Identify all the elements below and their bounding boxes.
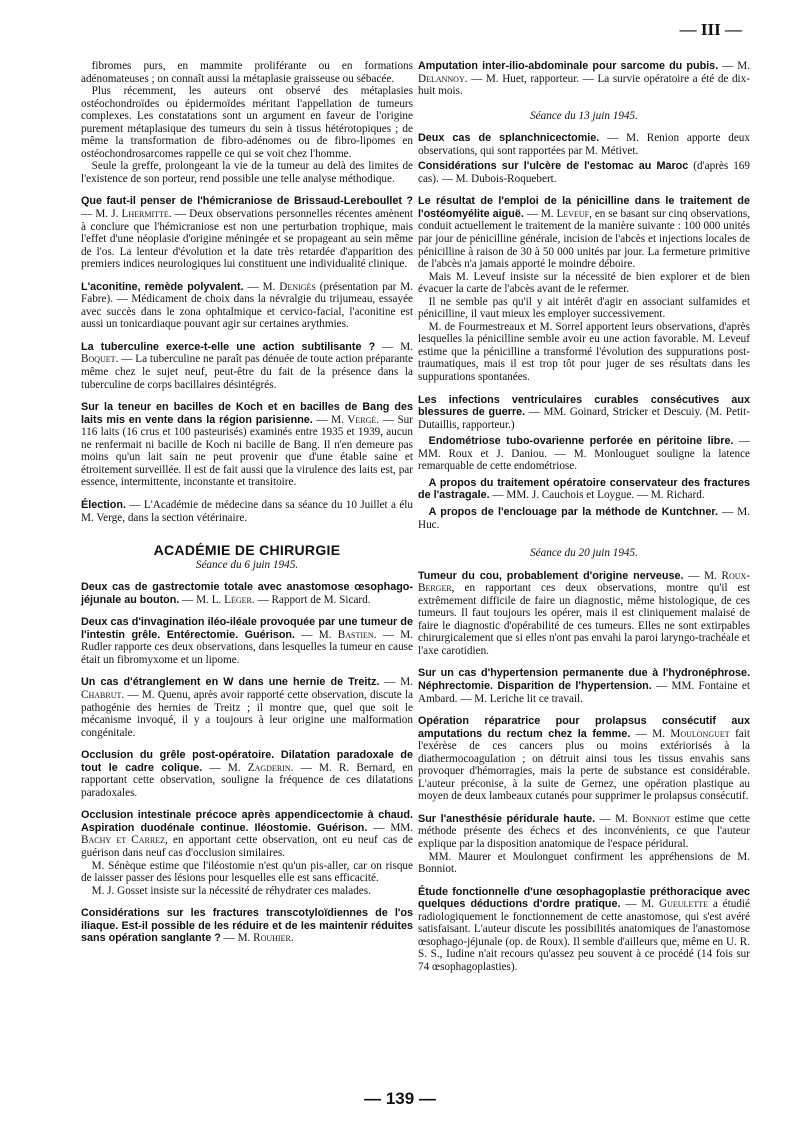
article-title: Occlusion du grêle post-opératoire. Dilatation paradoxale de tout le cadre colique. <box>81 749 413 774</box>
article: Sur la teneur en bacilles de Koch et en bacilles de Bang des laits mis en vente dans la région parisienne. — M. Vergé. — Sur 116 laits (16 crus et 100 pasteurisés) examinés entre 1935 et 1939, aucun ne renfermait ni bacille de Koch ni bacille de Bang. Il n'en demeure pas moins qu'un lait sain ne peut provenir que d'une étable saine et étroitement surveillée. Il est de fait aussi que la virulence des laits est, par essence, intermittente, inconstante et transitoire. <box>81 401 413 489</box>
article: Étude fonctionnelle d'une œsophagoplastie préthoracique avec quelques déductions d'ordre pratique. — M. Gueulette a étudié radiologiquement le fonctionnement de cette anastomose, qui s'est avéré satisfaisant. L'auteur discute les possibilités anatomiques de l'anastomose œsophago-jéjunale (op. de Roux). Il semble d'ailleurs que, même en U. R. S. S., Iudine n'ait recours qu'assez peu souvent à ce procédé (14 fois sur 74 œsophagoplasties). <box>418 885 750 973</box>
article: Tumeur du cou, probablement d'origine nerveuse. — M. Roux-Berger, en rapportant ces deux observations, montre qu'il est extrêmement difficile de faire un diagnostic, même histologique, de ces tumeurs. Il faut toujours les opérer, mais il est cliniquement malaisé de faire le diagnostic d'opérabilité de ces tumeurs. Elles ne sont extirpables chirurgicalement que si elles n'ont pas envahi la paroi laryngo-trachéale et l'axe carotidien. <box>418 569 751 657</box>
article-title: Considérations sur les fractures transcotyloïdiennes de l'os iliaque. Est-il possible de les réduire et de les maintenir réduites sans opération sanglante ? <box>81 907 413 945</box>
session-date: Séance du 13 juin 1945. <box>530 109 638 122</box>
article-text: M. R. Bernard, en rapportant cette observation, souligne la fréquence de ces dilatations paradoxales. <box>81 761 413 799</box>
article-title: Endométriose tubo-ovarienne perforée en péritoine libre. <box>428 435 734 448</box>
article-title: Le résultat de l'emploi de la pénicilline dans le traitement de l'ostéomyélite aiguë. <box>418 195 750 220</box>
article-author: MM. Bachy et Carrez, <box>81 821 414 847</box>
article-text: fait l'exérèse de ces cancers plus ou moins extériorisés à la diathermocoagulation ; on détruit ainsi tous les tissus envahis sans provoquer d'hémorragies, mais la perte de substance est considérable. L'auteur préconise, à la suite de Gernez, une opération plastique au moyen de deux lambeaux cutanés pour supprimer le prolapsus consécutif. <box>418 727 750 803</box>
article-text: Deux observations personnelles récentes amènent à conclure que l'hémicraniose est non une perturbation trophique, mais l'effet d'une néoplasie d'origine méningée et se propageant au sein même de l'os. La lenteur d'évolution et la date très retardée d'apparition des premiers indices neurologiques lui constituent une individualité clinique. <box>81 208 413 271</box>
article-text: en apportant cette observation, ont eu neuf cas de guérison dans neuf cas d'occlusion similaires. <box>81 834 414 859</box>
paragraph: Seule la greffe, prolongeant la vie de la tumeur au delà des limites de l'existence de son porteur, rend possible une telle analyse méthodique. <box>81 160 413 185</box>
article-author: M. Vergé. <box>331 413 380 426</box>
article-title: A propos du traitement opératoire conservateur des fractures de l'astragale. <box>418 476 750 502</box>
article-text: en rapportant ces deux observations, montre qu'il est extrêmement difficile de faire un diagnostic, même histologique, de ces tumeurs. Il faut toujours les opérer, mais il est cliniquement malaisé de faire le diagnostic d'opérabilité de ces tumeurs. Elles ne sont extirpables chirurgicalement que si elles n'ont pas envahi la paroi laryngo-trachéale et l'axe carotidien. <box>418 582 751 657</box>
article: Occlusion intestinale précoce après appendicectomie à chaud. Aspiration duodénale continue. Iléostomie. Guérison. — MM. Bachy et Carrez, en apportant cette observation, ont eu neuf cas de guérison dans neuf cas d'occlusion similaires. <box>81 809 414 859</box>
article-author: M. Bastien. <box>318 628 377 641</box>
article: Opération réparatrice pour prolapsus consécutif aux amputations du rectum chez la femme. — M. Moulonguet fait l'exérèse de ces cancers plus ou moins extériorisés à la diathermocoagulation ; on détruit ainsi tous les tissus envahis sans provoquer d'hémorragies, mais la perte de substance est considérable. L'auteur préconise, à la suite de Gernez, une opération plastique au moyen de deux lambeaux cutanés pour supprimer le prolapsus consécutif. <box>418 715 750 803</box>
article-text: M. Huc. <box>418 505 750 531</box>
article: Sur un cas d'hypertension permanente due à l'hydronéphrose. Néphrectomie. Disparition de l'hypertension. — MM. Fontaine et Ambard. — M. Leriche lit ce travail. <box>418 667 750 705</box>
article-text: a étudié radiologiquement le fonctionnement de cette anastomose, qui s'est avéré satisfaisant. L'auteur discute les possibilités anatomiques de l'anastomose œsophago-jéjunale (op. de Roux). Il semble d'ailleurs que, même en U. R. S. S., Iudine n'ait recours qu'assez peu souvent à ce procédé (14 fois sur 74 œsophagoplasties). <box>418 898 750 973</box>
article-text: MM. Roux et J. Daniou. — M. Monlouguet souligne la latence remarquable de cette endométriose. <box>418 447 750 473</box>
article-title: A propos de l'enclouage par la méthode de Kuntchner. <box>428 505 718 518</box>
article-text: estime que cette méthode présente des échecs et des inconvénients, ce que l'auteur explique par la disposition anatomique de l'espace péridural. <box>418 812 751 850</box>
article-text: M. Quenu, après avoir rapporté cette observation, discute la pathogénie des hernies de Treitz ; il montre que, quel que soit le mécanisme invoqué, il y a toujours à leur origine une malformation congénitale. <box>81 688 413 739</box>
article-title: Sur la teneur en bacilles de Koch et en bacilles de Bang des laits mis en vente dans la région parisienne. <box>81 401 413 426</box>
article: Un cas d'étranglement en W dans une hernie de Treitz. — M. Chabrut. — M. Quenu, après avoir rapporté cette observation, discute la pathogénie des hernies de Treitz ; il montre que, quel que soit le mécanisme invoqué, il y a toujours à leur origine une malformation congénitale. <box>81 676 414 739</box>
article-text: Sur 116 laits (16 crus et 100 pasteurisés) examinés entre 1935 et 1939, aucun ne renfermait ni bacille de Koch ni bacille de Bang. Il n'en demeure pas moins qu'un lait sain ne peut provenir que d'une étable saine et étroitement surveillée. Il est de fait aussi que la virulence des laits est, par essence, intermittente, inconstante et transitoire. <box>81 413 413 489</box>
article-title: Considérations sur l'ulcère de l'estomac au Maroc <box>418 160 689 173</box>
article-title: La tuberculine exerce-t-elle une action subtilisante ? <box>81 340 376 353</box>
article-title: Les infections ventriculaires curables consécutives aux blessures de guerre. <box>418 393 750 419</box>
article: Deux cas de gastrectomie totale avec anastomose œsophago-jéjunale au bouton. — M. L. Léger. — Rapport de M. Sicard. <box>81 581 413 606</box>
right-column <box>418 60 750 973</box>
article-text: (présentation par M. Fabre). — Médicament de choix dans la névralgie du trijumeau, essayée avec succès dans le zona ophtalmique et cervico-facial, l'aconitine est aussi un tonicardiaque pouvant agir sur certaines arythmies. <box>81 280 414 331</box>
page-number: — 139 — <box>364 1089 436 1108</box>
left-column <box>81 60 413 945</box>
article: Deux cas de splanchnicectomie. — M. Renion apporte deux observations, qui sont rapportées par M. Métivet. <box>418 132 750 157</box>
article: Sur l'anesthésie péridurale haute. — M. Bonniot estime que cette méthode présente des échecs et des inconvénients, ce que l'auteur explique par la disposition anatomique de l'espace péridural. <box>418 812 751 850</box>
running-header <box>0 20 800 44</box>
article-title: Occlusion intestinale précoce après appendicectomie à chaud. Aspiration duodénale continue. Iléostomie. Guérison. <box>81 809 413 834</box>
article-author: M. Rouhier. <box>237 932 294 945</box>
article-title: Élection. <box>81 498 126 511</box>
article-text: MM. Fontaine et Ambard. — M. Leriche lit ce travail. <box>418 679 750 705</box>
paragraph: M. J. Gosset insiste sur la nécessité de réhydrater ces malades. <box>91 884 371 897</box>
article-text: L'Académie de médecine dans sa séance du 10 Juillet a élu M. Verge, dans la section vétérinaire. <box>81 498 413 524</box>
article-title: Amputation inter-ilio-abdominale pour sarcome du pubis. <box>418 60 719 72</box>
session-date: Séance du 6 juin 1945. <box>195 558 299 571</box>
article: Deux cas d'invagination iléo-iléale provoquée par une tumeur de l'intestin grêle. Entérectomie. Guérison. — M. Bastien. — M. Rudler rapporte ces deux observations, dans lesquelles la tumeur en cause était un fibromyxome et un lipome. <box>81 616 413 666</box>
article-text: M. Renion apporte deux observations, qui sont rapportées par M. Métivet. <box>418 132 750 157</box>
article: Considérations sur les fractures transcotyloïdiennes de l'os iliaque. Est-il possible de les réduire et de les maintenir réduites sans opération sanglante ? — M. Rouhier. <box>81 907 413 945</box>
article-text: MM. J. Cauchois et Loygue. — M. Richard. <box>506 489 705 502</box>
article-text: M. Rudler rapporte ces deux observations, dans lesquelles la tumeur en cause était un fibromyxome et un lipome. <box>81 628 413 666</box>
article-author: M. Delannoy. <box>418 60 750 85</box>
paragraph: M. Sénèque estime que l'iléostomie n'est qu'un pis-aller, car on risque de laisser passer des lésions pour lesquelles elle est sans efficacité. <box>81 859 413 885</box>
article-author: M. Gueulette <box>641 898 708 911</box>
article-text: Rapport de M. Sicard. <box>271 593 371 606</box>
article-text: (d'après 169 cas). — M. Dubois-Roquebert. <box>418 160 750 185</box>
article-title: Deux cas de splanchnicectomie. <box>418 132 600 145</box>
article-text: en se basant sur cinq observations, conduit actuellement le traitement de la manière suivante : 100 000 unités par jour de pénicilline générale, incision de l'abcès et injections locales de pénicilline à raison de 30 à 50 000 unités par jour. La fermeture primitive de l'abcès n'a jamais apporté le moindre déboire. <box>418 207 751 271</box>
paragraph: Plus récemment, les auteurs ont observé des métaplasies ostéochondroïdes ou épidermoïdes méritant l'appellation de tumeurs complexes. Les constatations sont un argument en faveur de l'origine purement métaplasique des tumeurs du sein à tissus hétérotopiques ; de même la transformation de fibro-adénomes ou de fibro-lipomes en ostéochondrosarcomes rappelle ce qui se voit chez l'homme. <box>81 85 413 160</box>
article-author: M. Roux-Berger, <box>418 569 751 595</box>
article-title: Étude fonctionnelle d'une œsophagoplastie préthoracique avec quelques déductions d'ordre pratique. <box>418 885 750 911</box>
article-author: M. Denigès <box>262 280 316 293</box>
running-title: — III — <box>679 20 742 39</box>
session-date: Séance du 20 juin 1945. <box>530 547 638 560</box>
article-title: Deux cas de gastrectomie totale avec anastomose œsophago-jéjunale au bouton. <box>81 581 413 606</box>
article: Élection. — L'Académie de médecine dans sa séance du 10 Juillet a élu M. Verge, dans la section vétérinaire. <box>81 498 413 524</box>
article-author: M. Leveuf, <box>540 207 592 220</box>
article-title: Opération réparatrice pour prolapsus consécutif aux amputations du rectum chez la femme. <box>418 715 750 740</box>
article: Que faut-il penser de l'hémicraniose de Brissaud-Lereboullet ? — M. J. Lhermitte. — Deux observations personnelles récentes amènent à conclure que l'hémicraniose est non une perturbation trophique, mais l'effet d'une néoplasie d'origine méningée et se propageant au sein même de l'os. La lenteur d'évolution et la date très retardée d'apparition des premiers indices neurologiques lui constituent une individualité clinique. <box>81 195 413 271</box>
paragraph: Il ne semble pas qu'il y ait intérêt d'agir en associant sulfamides et pénicilline, il vaut mieux les employer successivement. <box>418 295 750 321</box>
article-title: Deux cas d'invagination iléo-iléale provoquée par une tumeur de l'intestin grêle. Entérectomie. Guérison. <box>81 616 413 641</box>
article-author: M. L. Léger. <box>196 593 255 606</box>
article-title: Sur un cas d'hypertension permanente due à l'hydronéphrose. Néphrectomie. Disparition de l'hypertension. <box>418 667 750 692</box>
article-author: M. Chabrut. <box>81 676 414 701</box>
article: A propos du traitement opératoire conservateur des fractures de l'astragale. — MM. J. Cauchois et Loygue. — M. Richard. <box>418 476 750 502</box>
article-title: Un cas d'étranglement en W dans une hernie de Treitz. <box>81 676 380 689</box>
article: L'aconitine, remède polyvalent. — M. Denigès (présentation par M. Fabre). — Médicament de choix dans la névralgie du trijumeau, essayée avec succès dans le zona ophtalmique et cervico-facial, l'aconitine est aussi un tonicardiaque pouvant agir sur certaines arythmies. <box>81 280 414 331</box>
article-title: L'aconitine, remède polyvalent. <box>81 280 244 293</box>
article <box>418 160 750 185</box>
article-author: M. Bonniot <box>615 812 671 825</box>
article-author: M. Zagderin. <box>227 761 294 774</box>
article-text: M. Huet, rapporteur. — La survie opératoire a été de dix-huit mois. <box>418 72 750 98</box>
article-text: La tuberculine ne paraît pas dénuée de toute action préparante même chez le sujet neuf, peut-être du fait de la présence dans la tuberculine de corps bacillaires désintégrés. <box>81 353 413 391</box>
article: Endométriose tubo-ovarienne perforée en péritoine libre. — MM. Roux et J. Daniou. — M. Monlouguet souligne la latence remarquable de cette endométriose. <box>418 435 751 473</box>
article-title: Que faut-il penser de l'hémicraniose de Brissaud-Lereboullet ? <box>81 195 413 208</box>
paragraph: MM. Maurer et Moulonguet confirment les appréhensions de M. Bonniot. <box>418 850 750 876</box>
section-title: ACADÉMIE DE CHIRURGIE <box>153 542 341 559</box>
paragraph: Mais M. Leveuf insiste sur la nécessité de bien explorer et de bien évacuer la carte de l'abcès avant de le refermer. <box>418 270 750 296</box>
article-author: M. J. Lhermitte. <box>95 208 172 221</box>
paragraph: fibromes purs, en mammite proliférante ou en formations adénomateuses ; on connaît aussi la métaplasie graisseuse ou sébacée. <box>81 60 413 85</box>
article-title: Tumeur du cou, probablement d'origine nerveuse. <box>418 569 684 582</box>
article: A propos de l'enclouage par la méthode de Kuntchner. — M. Huc. <box>418 505 750 531</box>
article: Les infections ventriculaires curables consécutives aux blessures de guerre. — MM. Goinard, Stricker et Descuiy. (M. Petit-Dutaillis, rapporteur.) <box>418 393 750 431</box>
article-author: M. Moulonguet <box>652 727 730 740</box>
paragraph: M. de Fourmestreaux et M. Sorrel apportent leurs observations, d'après lesquelles la pénicilline semble avoir eu une action favorable. M. Leveuf estime que la pénicilline a transformé l'évolution des suppurations post-traumatiques, mais il est trop tôt pour juger de ses résultats dans les suppurations spontanées. <box>418 320 750 384</box>
article-author: M. Boquet. <box>81 340 414 366</box>
article-title: Sur l'anesthésie péridurale haute. <box>418 812 596 825</box>
article: Amputation inter-ilio-abdominale pour sarcome du pubis. — M. Delannoy. — M. Huet, rapporteur. — La survie opératoire a été de dix-huit mois. <box>418 60 750 98</box>
article-text: MM. Goinard, Stricker et Descuiy. (M. Petit-Dutaillis, rapporteur.) <box>418 406 750 431</box>
article: La tuberculine exerce-t-elle une action subtilisante ? — M. Boquet. — La tuberculine ne paraît pas dénuée de toute action préparante même chez le sujet neuf, peut-être du fait de la présence dans la tuberculine de corps bacillaires désintégrés. <box>81 340 414 391</box>
article: Occlusion du grêle post-opératoire. Dilatation paradoxale de tout le cadre colique. — M. Zagderin. — M. R. Bernard, en rapportant cette observation, souligne la fréquence de ces dilatations paradoxales. <box>81 749 413 799</box>
article: Le résultat de l'emploi de la pénicilline dans le traitement de l'ostéomyélite aiguë. — M. Leveuf, en se basant sur cinq observations, conduit actuellement le traitement de la manière suivante : 100 000 unités par jour de pénicilline générale, incision de l'abcès et injections locales de pénicilline à raison de 30 à 50 000 unités par jour. La fermeture primitive de l'abcès n'a jamais apporté le moindre déboire. <box>418 195 751 271</box>
